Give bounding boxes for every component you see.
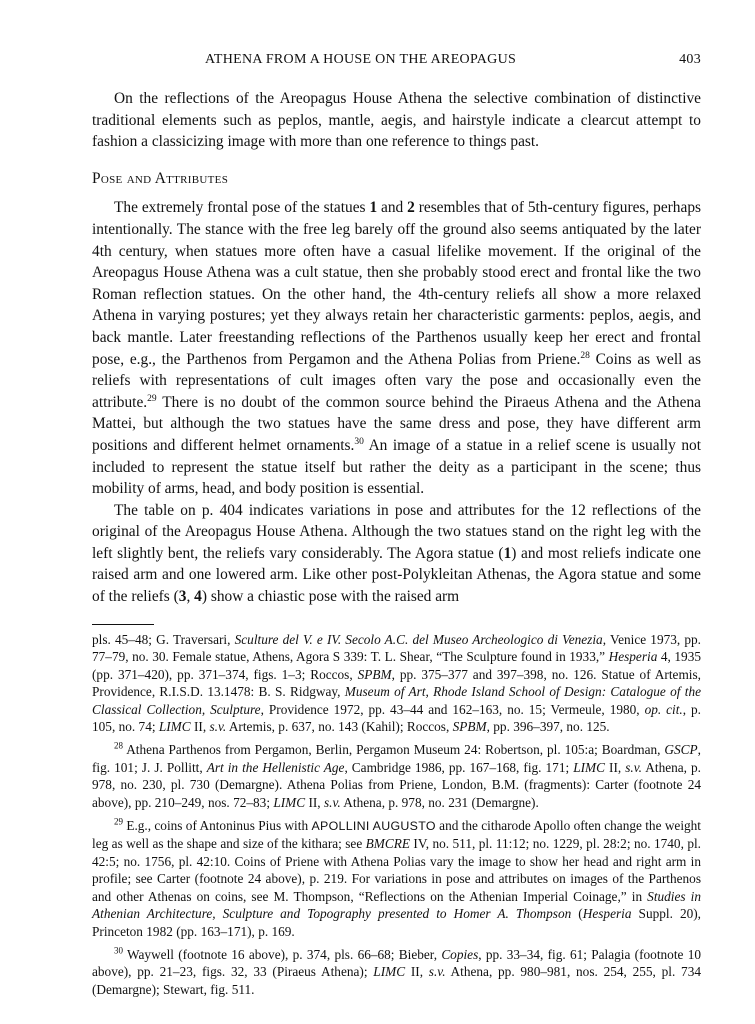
footnote-28: $^{28}$ Athena Parthenos from Pergamon, Berlin, Pergamon Museum 24: Robertson, pl. 105:a; Boardman, GSCP, fig. 101; J. J. Pollitt, Art in the Hellenistic Age, Cambridge 1986, pp. 167–168, fig. 171; LIMC II, s.v. Athena, p. 978, no. 230, pl. 730 (Demargne). Athena Polias from Priene, London, B.M. (fragments): Carter (footnote 24 above), pp. 210–249, nos. 72–83; LIMC II, s.v. Athena, p. 978, no. 231 (Demargne). — [92, 741, 701, 810]
footnote-ref-29[interactable]: 29 — [147, 393, 157, 404]
statue-number: 2 — [407, 199, 415, 217]
footnote-ref-28[interactable]: 28 — [580, 350, 590, 361]
statue-number: 1 — [503, 544, 512, 562]
statue-number: 1 — [369, 199, 378, 217]
page-number: 403 — [679, 52, 701, 67]
paragraph-2: The extremely frontal pose of the statues 1 and 2 resembles that of 5th-century figures, perhaps intentionally. The stance with the free leg barely off the ground also seems antiquated by the later 4th century, when statues more often have a casual lifelike movement. If the original of the Areopagus House Athena was a cult statue, then she probably stood erect and frontal like the two Roman reflection statues. On the other hand, the 4th-century reliefs all show a more relaxed Athena in varying postures; yet they always retain her characteristic garments: peplos, aegis, and back mantle. Later freestanding reflections of the Parthenos usually keep her erect and frontal pose, e.g., the Parthenos from Pergamon and the Athena Polias from Priene.$^{28}$ Coins as well as reliefs with representations of cult images often vary the pose and occasionally even the attribute.$^{29}$ There is no doubt of the common source behind the Piraeus Athena and the Athena Mattei, but although the two statues have the same dress and pose, they have different arm positions and different helmet ornaments.$^{30}$ An image of a statue in a relief scene is usually not included to represent the statue itself but rather the deity as a participant in the scene; thus mobility of arms, head, and body position is essential. — [92, 199, 702, 498]
relief-number: 4 — [194, 588, 202, 606]
running-title: ATHENA FROM A HOUSE ON THE AREOPAGUS — [205, 52, 517, 67]
footnote-29: $^{29}$ E.g., coins of Antoninus Pius with APOLLINI AUGUSTO and the citharode Apollo often change the weight leg as well as the shape and size of the kithara; see BMCRE IV, no. 511, pl. 11:12; no. 1229, pl. 28:2; no. 1740, pl. 42:5; no. 1756, pl. 42:10. Coins of Priene with Athena Polias vary the image to show her head and right arm in profile; see Carter (footnote 24 above), p. 219. For variations in pose and attributes on images of the Parthenos and other Athenas on coins, see M. Thompson, “Reflections on the Athenian Imperial Coinage,” in Studies in Athenian Architecture, Sculpture and Topography presented to Homer A. Thompson (Hesperia Suppl. 20), Princeton 1982 (pp. 163–171), p. 169. — [92, 816, 702, 939]
paragraph-1: On the reflections of the Areopagus House Athena the selective combination of distinctive traditional elements such as peplos, mantle, aegis, and hairstyle indicate a clearcut attempt to fashion a classicizing image with more than one reference to things past. — [92, 90, 701, 151]
main-text — [92, 88, 701, 608]
running-head — [92, 52, 701, 72]
footnote-continued: pls. 45–48; G. Traversari, Sculture del V. e IV. Secolo A.C. del Museo Archeologico di Venezia, Venice 1973, pp. 77–79, no. 30. Female statue, Athens, Agora S 339: T. L. Shear, “The Sculpture found in 1933,” Hesperia 4, 1935 (pp. 371–420), pp. 371–374, figs. 1–3; Roccos, SPBM, pp. 375–377 and 397–398, no. 126. Statue of Artemis, Providence, R.I.S.D. 13.1478: B. S. Ridgway, Museum of Art, Rhode Island School of Design: Catalogue of the Classical Collection, Sculpture, Providence 1972, pp. 43–44 and 162–163, no. 15; Vermeule, 1980, op. cit., p. 105, no. 74; LIMC II, s.v. Artemis, p. 637, no. 143 (Kahil); Roccos, SPBM, pp. 396–397, no. 125. — [92, 632, 701, 735]
paragraph-3: The table on p. 404 indicates variations in pose and attributes for the 12 reflections of the original of the Areopagus House Athena. Although the two statues stand on the right leg with the left slightly bent, the reliefs vary considerably. The Agora statue (1) and most reliefs indicate one raised arm and one lowered arm. Like other post-Polykleitan Athenas, the Agora statue and some of the reliefs (3, 4) show a chiastic pose with the raised arm — [92, 501, 702, 606]
footnote-30: $^{30}$ Waywell (footnote 16 above), p. 374, pls. 66–68; Bieber, Copies, pp. 33–34, fig. 61; Palagia (footnote 10 above), pp. 21–23, figs. 32, 33 (Piraeus Athena); LIMC II, s.v. Athena, pp. 980–981, nos. 254, 255, pl. 734 (Demargne); Stewart, fig. 511. — [92, 945, 702, 997]
footnote-ref-30[interactable]: 30 — [354, 436, 364, 447]
relief-number: 3 — [178, 588, 187, 606]
footnote-rule — [92, 624, 154, 625]
footnotes — [92, 631, 701, 1004]
section-heading: Pose and Attributes — [92, 169, 229, 187]
